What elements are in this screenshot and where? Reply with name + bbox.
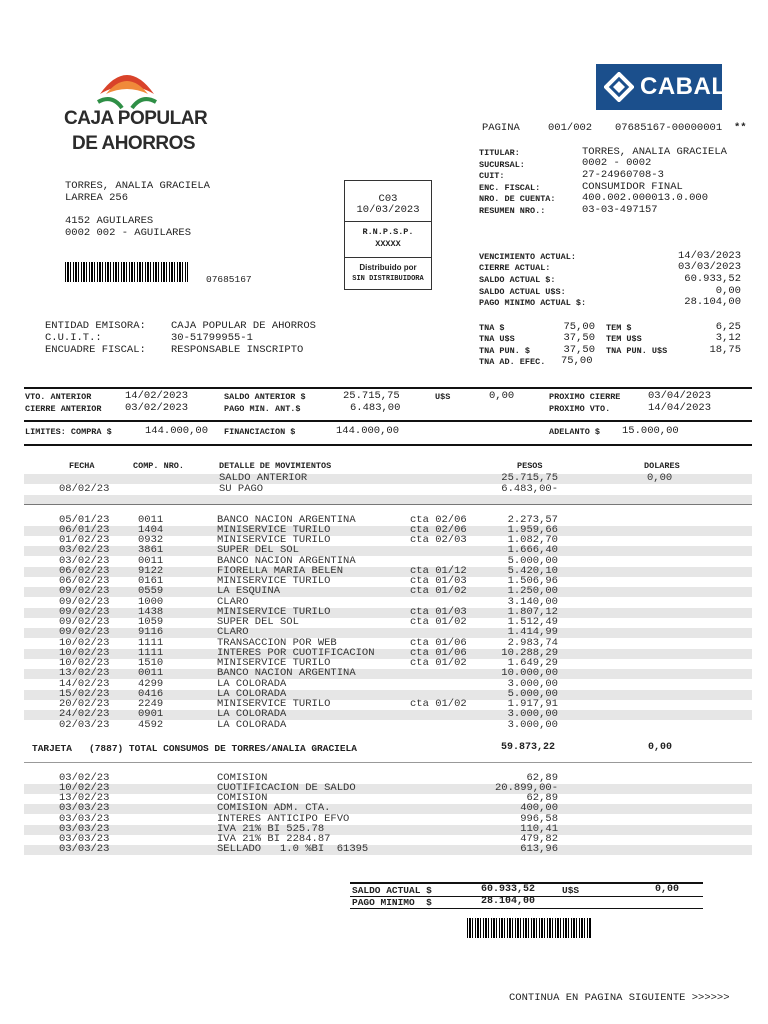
row-pesos: 1.959,66	[507, 523, 558, 536]
limite-compra-label: LIMITES: COMPRA $	[25, 427, 112, 437]
row-detail: IVA 21% BI 525.78	[217, 822, 325, 835]
table-row	[24, 835, 752, 845]
distribution-value: SIN DISTRIBUIDORA	[352, 275, 424, 283]
entidad-label: ENTIDAD EMISORA:	[45, 320, 146, 332]
row-comp: 1111	[138, 636, 164, 649]
tem-usd-label: TEM U$S	[606, 334, 642, 344]
table-row	[24, 781, 752, 794]
row-date: 08/02/23	[59, 482, 110, 495]
row-pesos: 6.483,00-	[501, 482, 558, 495]
cabal-logo	[596, 64, 727, 110]
tna-label: TNA $	[479, 323, 505, 333]
table-row	[24, 718, 752, 731]
row-pesos: 2.983,74	[507, 636, 558, 649]
table-row	[24, 546, 752, 556]
row-comp: 0932	[138, 534, 164, 546]
row-date: 03/03/23	[59, 812, 110, 825]
cuit-label: CUIT:	[479, 171, 505, 181]
row-pesos: 5.000,00	[507, 687, 558, 700]
row-date: 14/02/23	[59, 677, 110, 690]
mail-routing-box	[344, 180, 432, 290]
table-row	[24, 636, 752, 649]
enc-fiscal-value: CONSUMIDOR FINAL	[582, 181, 683, 193]
table-row	[24, 513, 752, 526]
row-comp: 2249	[138, 698, 164, 710]
vencimiento-actual-label: VENCIMIENTO ACTUAL:	[479, 252, 576, 262]
row-detail: LA COLORADA	[217, 677, 287, 690]
table-row	[24, 646, 752, 659]
address-branch: 0002 002 - AGUILARES	[65, 227, 192, 239]
row-pesos: 3.140,00	[507, 595, 558, 608]
row-comp: 4592	[138, 718, 164, 731]
saldo-actual-value: 60.933,52	[684, 273, 741, 285]
row-detail: MINISERVICE TURILO	[217, 605, 331, 618]
table-row	[24, 523, 752, 536]
table-row	[24, 822, 752, 835]
mail-date: 10/03/2023	[356, 204, 420, 216]
enc-fiscal-label: ENC. FISCAL:	[479, 183, 541, 193]
row-date: 03/02/23	[59, 771, 110, 784]
limite-compra-value: 144.000,00	[145, 425, 209, 437]
row-comp: 0011	[138, 667, 164, 680]
row-pesos: 1.082,70	[507, 534, 558, 546]
table-row	[24, 812, 752, 825]
cabal-diamond-icon	[604, 72, 634, 102]
saldo-actual-usd-value: 0,00	[715, 285, 741, 297]
table-row	[24, 794, 752, 804]
row-date: 15/02/23	[59, 687, 110, 700]
row-pesos: 1.250,00	[507, 585, 558, 598]
row-date: 03/02/23	[59, 554, 110, 567]
row-comp: 1404	[138, 523, 164, 536]
row-date: 06/02/23	[59, 564, 110, 577]
row-cuota: cta 02/06	[410, 523, 467, 536]
row-detail: CLARO	[217, 595, 249, 608]
row-date: 20/02/23	[59, 698, 110, 710]
page-code: 07685167-00000001	[615, 122, 723, 134]
table-row	[24, 771, 752, 784]
row-detail: SU PAGO	[219, 482, 264, 495]
cuit-entity-value: 30-51799955-1	[171, 332, 253, 344]
mail-code: C03	[378, 193, 398, 205]
issuer-name-line2: DE AHORROS	[72, 133, 196, 154]
cierre-actual-label: CIERRE ACTUAL:	[479, 263, 551, 273]
row-detail: FIORELLA MARIA BELEN	[217, 564, 344, 577]
table-row	[24, 536, 752, 546]
table-row	[24, 845, 752, 855]
row-comp: 1000	[138, 595, 164, 608]
row-pesos: 479,82	[520, 833, 558, 845]
row-cuota: cta 01/03	[410, 575, 467, 587]
header-detalle: DETALLE DE MOVIMIENTOS	[219, 461, 332, 471]
vto-anterior-label: VTO. ANTERIOR	[25, 392, 92, 402]
tna-pun-label: TNA PUN. $	[479, 346, 531, 356]
row-date: 03/03/23	[59, 822, 110, 835]
row-detail: COMISION	[217, 792, 268, 804]
row-comp: 0901	[138, 708, 164, 721]
row-cuota: cta 01/03	[410, 605, 467, 618]
row-pesos: 1.666,40	[507, 544, 558, 557]
table-row	[24, 474, 752, 484]
tna-pun-usd-label: TNA PUN. U$S	[606, 346, 668, 356]
tna-usd-value: 37,50	[563, 332, 595, 344]
cierre-anterior-value: 03/02/2023	[125, 402, 189, 414]
titular-label: TITULAR:	[479, 148, 520, 158]
row-detail: MINISERVICE TURILO	[217, 698, 331, 710]
row-cuota: cta 01/02	[410, 657, 467, 669]
table-row	[24, 587, 752, 597]
row-date: 13/02/23	[59, 667, 110, 680]
header-pesos: PESOS	[517, 461, 543, 471]
row-date: 24/02/23	[59, 708, 110, 721]
financiacion-label: FINANCIACION $	[224, 427, 296, 437]
proximo-vto-label: PROXIMO VTO.	[549, 404, 611, 414]
encuadre-label: ENCUADRE FISCAL:	[45, 344, 146, 356]
row-detail: IVA 21% BI 2284.87	[217, 833, 331, 845]
rnpsp-label: R.N.P.S.P.	[362, 227, 414, 237]
row-date: 10/02/23	[59, 636, 110, 649]
row-detail: COMISION	[217, 771, 268, 784]
row-cuota: cta 01/06	[410, 646, 467, 659]
row-pesos: 62,89	[526, 792, 558, 804]
row-date: 09/02/23	[59, 585, 110, 598]
row-detail: MINISERVICE TURILO	[217, 523, 331, 536]
row-pesos: 1.917,91	[507, 698, 558, 710]
table-row	[24, 564, 752, 577]
final-saldo-value: 60.933,52	[481, 884, 536, 895]
table-row	[24, 659, 752, 669]
tna-pun-usd-value: 18,75	[709, 344, 741, 356]
row-comp: 9122	[138, 564, 164, 577]
divider-opening	[24, 504, 752, 505]
titular-value: TORRES, ANALIA GRACIELA	[582, 146, 727, 158]
issuer-emblem-icon	[92, 64, 162, 112]
row-date: 02/03/23	[59, 718, 110, 731]
cuit-value: 27-24960708-3	[582, 169, 664, 181]
final-pago-value: 28.104,00	[481, 896, 536, 907]
row-comp: 0011	[138, 554, 164, 567]
row-pesos: 10.288,29	[501, 646, 558, 659]
proximo-cierre-label: PROXIMO CIERRE	[549, 392, 621, 402]
table-row	[24, 710, 752, 720]
table-row	[24, 677, 752, 690]
summary-usd-value: 0,00	[489, 390, 515, 402]
tna-ad-efec-label: TNA AD. EFEC.	[479, 357, 546, 367]
row-pesos: 2.273,57	[507, 513, 558, 526]
header-dolares: DOLARES	[644, 461, 680, 471]
row-comp: 1059	[138, 616, 164, 628]
row-detail: TRANSACCION POR WEB	[217, 636, 337, 649]
divider-limits-top	[24, 420, 752, 422]
cierre-anterior-label: CIERRE ANTERIOR	[25, 404, 102, 414]
payment-barcode	[467, 918, 592, 938]
row-date: 10/02/23	[59, 781, 110, 794]
row-detail: SUPER DEL SOL	[217, 544, 299, 557]
row-date: 06/01/23	[59, 523, 110, 536]
card-total-pesos: 59.873,22	[500, 742, 555, 753]
card-total-label: TARJETA (7887) TOTAL CONSUMOS DE TORRES/ANALIA GRACIELA	[32, 743, 357, 754]
row-date: 03/03/23	[59, 843, 110, 856]
row-pesos: 3.000,00	[507, 718, 558, 731]
tem-usd-value: 3,12	[715, 332, 741, 344]
tem-value: 6,25	[715, 321, 741, 333]
row-pesos: 1.414,99	[507, 626, 558, 639]
row-date: 05/01/23	[59, 513, 110, 526]
row-comp: 4299	[138, 677, 164, 690]
row-date: 13/02/23	[59, 792, 110, 804]
table-row	[24, 804, 752, 814]
adelanto-value: 15.000,00	[622, 425, 679, 437]
address-barcode	[65, 262, 188, 282]
row-comp: 0559	[138, 585, 164, 598]
row-pesos: 3.000,00	[507, 708, 558, 721]
table-row	[24, 554, 752, 567]
row-pesos: 10.000,00	[501, 667, 558, 680]
row-pesos: 5.000,00	[507, 554, 558, 567]
saldo-anterior-label: SALDO ANTERIOR $	[224, 392, 306, 402]
address-name: TORRES, ANALIA GRACIELA	[65, 180, 210, 192]
row-cuota: cta 01/02	[410, 585, 467, 598]
row-pesos: 62,89	[526, 771, 558, 784]
saldo-actual-usd-label: SALDO ACTUAL U$S:	[479, 287, 566, 297]
row-cuota: cta 01/06	[410, 636, 467, 649]
row-detail: BANCO NACION ARGENTINA	[217, 554, 356, 567]
row-detail: COMISION ADM. CTA.	[217, 802, 331, 815]
barcode-number: 07685167	[206, 274, 252, 285]
row-cuota: cta 02/06	[410, 513, 467, 526]
cabal-logo-text: CABAL	[640, 73, 727, 100]
row-pesos: 110,41	[520, 822, 558, 835]
row-cuota: cta 01/02	[410, 698, 467, 710]
row-detail: SALDO ANTERIOR	[219, 472, 308, 484]
row-detail: LA COLORADA	[217, 687, 287, 700]
cuit-entity-label: C.U.I.T.:	[45, 332, 102, 344]
table-row	[24, 577, 752, 587]
issuer-name-line1: CAJA POPULAR	[64, 108, 208, 129]
row-comp: 1510	[138, 657, 164, 669]
table-row	[24, 669, 752, 679]
nro-cuenta-label: NRO. DE CUENTA:	[479, 194, 556, 204]
row-pesos: 1.649,29	[507, 657, 558, 669]
row-date: 10/02/23	[59, 657, 110, 669]
distribution-label: Distribuido por	[359, 263, 417, 272]
row-date: 01/02/23	[59, 534, 110, 546]
table-row	[24, 700, 752, 710]
row-pesos: 1.506,96	[507, 575, 558, 587]
row-detail: LA ESQUINA	[217, 585, 281, 598]
row-comp: 9116	[138, 626, 164, 639]
financiacion-value: 144.000,00	[336, 425, 400, 437]
table-row	[24, 618, 752, 628]
row-detail: BANCO NACION ARGENTINA	[217, 513, 356, 526]
proximo-vto-value: 14/04/2023	[648, 402, 712, 414]
row-date: 09/02/23	[59, 626, 110, 639]
footer-continue: CONTINUA EN PAGINA SIGUIENTE >>>>>>	[509, 992, 730, 1004]
divider-limits-bottom	[24, 444, 752, 446]
row-comp: 0161	[138, 575, 164, 587]
row-detail: LA COLORADA	[217, 718, 287, 731]
pago-min-ant-label: PAGO MIN. ANT.$	[224, 404, 301, 414]
row-date: 03/02/23	[59, 544, 110, 557]
row-detail: MINISERVICE TURILO	[217, 575, 331, 587]
row-date: 03/03/23	[59, 833, 110, 845]
page-label: PAGINA	[482, 122, 520, 134]
proximo-cierre-value: 03/04/2023	[648, 390, 712, 402]
encuadre-value: RESPONSABLE INSCRIPTO	[171, 344, 304, 356]
vto-anterior-value: 14/02/2023	[125, 390, 189, 402]
row-detail: SELLADO 1.0 %BI 61395	[217, 843, 369, 856]
cierre-actual-value: 03/03/2023	[677, 261, 741, 273]
row-pesos: 25.715,75	[501, 472, 558, 484]
table-row	[24, 628, 752, 638]
issuer-logo	[62, 60, 208, 158]
row-date: 09/02/23	[59, 595, 110, 608]
saldo-actual-label: SALDO ACTUAL $:	[479, 275, 556, 285]
pago-minimo-value: 28.104,00	[684, 296, 741, 308]
row-pesos: 20.899,00-	[494, 781, 558, 794]
table-row	[24, 595, 752, 608]
entidad-value: CAJA POPULAR DE AHORROS	[171, 320, 316, 332]
final-saldo-label: SALDO ACTUAL $	[352, 885, 432, 896]
row-date: 09/02/23	[59, 616, 110, 628]
row-pesos: 1.512,49	[507, 616, 558, 628]
row-pesos: 1.807,12	[507, 605, 558, 618]
row-dolares: 0,00	[647, 472, 673, 484]
row-date: 09/02/23	[59, 605, 110, 618]
row-date: 06/02/23	[59, 575, 110, 587]
nro-cuenta-value: 400.002.000013.0.000	[582, 192, 709, 204]
row-detail: LA COLORADA	[217, 708, 287, 721]
sucursal-label: SUCURSAL:	[479, 160, 525, 170]
row-date: 10/02/23	[59, 646, 110, 659]
divider-top	[24, 387, 752, 389]
saldo-anterior-value: 25.715,75	[343, 390, 400, 402]
row-cuota: cta 02/03	[410, 534, 467, 546]
final-usd-value: 0,00	[655, 884, 680, 895]
final-pago-label: PAGO MINIMO $	[352, 897, 432, 908]
adelanto-label: ADELANTO $	[549, 427, 601, 437]
header-fecha: FECHA	[69, 461, 95, 471]
vencimiento-actual-value: 14/03/2023	[677, 250, 741, 262]
tna-ad-efec-value: 75,00	[561, 355, 593, 367]
summary-usd-label: U$S	[435, 392, 451, 402]
row-pesos: 400,00	[520, 802, 558, 815]
row-cuota: cta 01/12	[410, 564, 467, 577]
divider-total	[24, 762, 752, 763]
pago-minimo-label: PAGO MINIMO ACTUAL $:	[479, 298, 587, 308]
row-comp: 0416	[138, 687, 164, 700]
table-row	[24, 482, 752, 495]
row-comp: 1438	[138, 605, 164, 618]
row-detail: INTERES POR CUOTIFICACION	[217, 646, 375, 659]
row-detail: CLARO	[217, 626, 249, 639]
row-pesos: 5.420,10	[507, 564, 558, 577]
row-detail: MINISERVICE TURILO	[217, 534, 331, 546]
address-street: LARREA 256	[65, 192, 129, 204]
resumen-nro-label: RESUMEN NRO.:	[479, 206, 546, 216]
row-detail: INTERES ANTICIPO EFVO	[217, 812, 350, 825]
sucursal-value: 0002 - 0002	[582, 157, 652, 169]
table-row	[24, 687, 752, 700]
pago-min-ant-value: 6.483,00	[350, 402, 401, 414]
tem-label: TEM $	[606, 323, 632, 333]
final-usd-label: U$S	[562, 885, 580, 896]
row-date: 03/03/23	[59, 802, 110, 815]
row-cuota: cta 01/02	[410, 616, 467, 628]
row-detail: MINISERVICE TURILO	[217, 657, 331, 669]
address-city: 4152 AGUILARES	[65, 215, 154, 227]
resumen-nro-value: 03-03-497157	[582, 204, 658, 216]
row-comp: 0011	[138, 513, 164, 526]
row-pesos: 3.000,00	[507, 677, 558, 690]
row-comp: 1111	[138, 646, 164, 659]
page-number: 001/002	[548, 122, 593, 134]
row-detail: BANCO NACION ARGENTINA	[217, 667, 356, 680]
page-mark: **	[734, 122, 747, 134]
row-pesos: 613,96	[520, 843, 558, 856]
row-detail: CUOTIFICACION DE SALDO	[217, 781, 356, 794]
row-comp: 3861	[138, 544, 164, 557]
row-detail: SUPER DEL SOL	[217, 616, 299, 628]
card-total-dolares: 0,00	[648, 742, 673, 753]
row-pesos: 996,58	[520, 812, 558, 825]
tna-value: 75,00	[563, 321, 595, 333]
header-comp: COMP. NRO.	[133, 461, 185, 471]
rnpsp-value: XXXXX	[375, 239, 401, 249]
tna-usd-label: TNA U$S	[479, 334, 515, 344]
final-totals	[350, 882, 703, 909]
tna-pun-value: 37,50	[563, 344, 595, 356]
table-row	[24, 605, 752, 618]
